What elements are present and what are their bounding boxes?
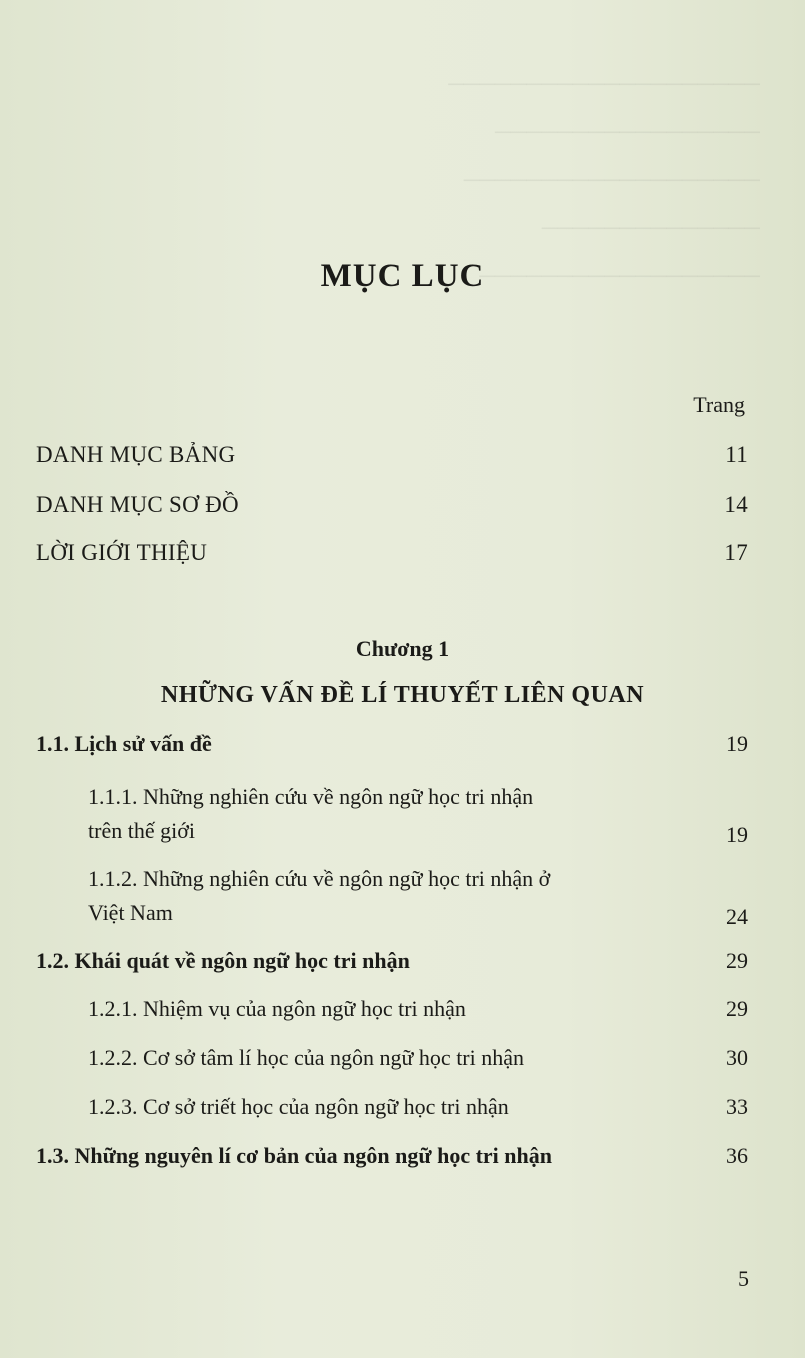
toc-entry-label: 1.2. Khái quát về ngôn ngữ học tri nhận xyxy=(36,948,410,973)
toc-entry-page: 19 xyxy=(726,731,748,756)
toc-entry-label: 1.3. Những nguyên lí cơ bản của ngôn ngữ học tri nhận xyxy=(36,1143,552,1168)
toc-entry-1-3 xyxy=(36,1143,748,1169)
toc-entry-page: 33 xyxy=(726,1094,748,1119)
toc-entry-label-line-2: Việt Nam xyxy=(88,900,173,925)
toc-entry-page: 14 xyxy=(724,492,748,517)
toc-entry-1-2-2 xyxy=(88,1045,748,1071)
toc-entry-label: 1.2.3. Cơ sở triết học của ngôn ngữ học tri nhận xyxy=(88,1094,509,1119)
toc-entry-1-1-1 xyxy=(88,780,748,848)
toc-entry-label: LỜI GIỚI THIỆU xyxy=(36,540,208,565)
toc-entry-1-1 xyxy=(36,731,748,757)
toc-entry-label xyxy=(88,862,550,930)
toc-entry-1-2 xyxy=(36,948,748,974)
toc-title: MỤC LỤC xyxy=(320,258,485,294)
toc-entry-danh-muc-so-do xyxy=(36,492,748,518)
toc-entry-label-line-2: trên thế giới xyxy=(88,818,195,843)
toc-entry-label-line-1: 1.1.2. Những nghiên cứu về ngôn ngữ học tri nhận ở xyxy=(88,866,551,891)
toc-entry-page: 24 xyxy=(726,904,748,929)
toc-entry-danh-muc-bang xyxy=(36,442,748,468)
toc-entry-label: 1.2.2. Cơ sở tâm lí học của ngôn ngữ học tri nhận xyxy=(88,1045,525,1070)
toc-entry-label: DANH MỤC SƠ ĐỒ xyxy=(36,492,239,517)
toc-entry-page: 30 xyxy=(726,1045,748,1070)
toc-entry-1-1-2 xyxy=(88,862,748,930)
toc-entry-label xyxy=(88,780,533,848)
toc-entry-page: 29 xyxy=(726,948,748,973)
toc-entry-label-line-1: 1.1.1. Những nghiên cứu về ngôn ngữ học tri nhận xyxy=(88,784,534,809)
toc-entry-page: 36 xyxy=(726,1143,748,1168)
toc-entry-label: 1.1. Lịch sử vấn đề xyxy=(36,731,212,756)
toc-entry-page: 29 xyxy=(726,996,748,1021)
chapter-number: Chương 1 xyxy=(355,636,450,661)
toc-entry-page: 19 xyxy=(726,822,748,847)
toc-entry-1-2-1 xyxy=(88,996,748,1022)
toc-entry-1-2-3 xyxy=(88,1094,748,1120)
page-column-label: Trang xyxy=(693,392,745,417)
toc-entry-label: DANH MỤC BẢNG xyxy=(36,442,236,467)
page-number: 5 xyxy=(738,1266,749,1291)
chapter-title: NHỮNG VẤN ĐỀ LÍ THUYẾT LIÊN QUAN xyxy=(160,682,645,708)
toc-entry-page: 11 xyxy=(725,442,748,467)
bleed-through-texture: ──────────────────── ───────────────── ─────────────────── ────────────── ────────────────── xyxy=(448,71,760,288)
toc-entry-loi-gioi-thieu xyxy=(36,540,748,566)
toc-entry-page: 17 xyxy=(724,540,748,565)
toc-entry-label: 1.2.1. Nhiệm vụ của ngôn ngữ học tri nhận xyxy=(88,996,466,1021)
